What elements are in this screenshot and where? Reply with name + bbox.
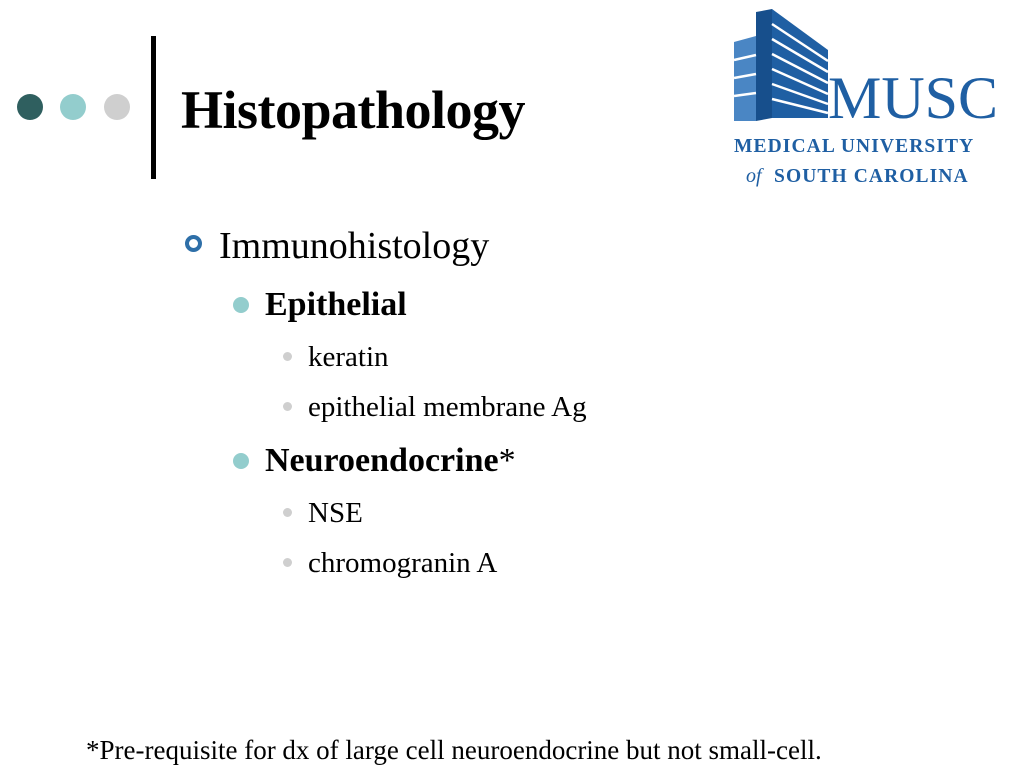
group-heading-text: Neuroendocrine	[265, 442, 499, 479]
title-divider	[151, 36, 156, 179]
logo-name: MUSC	[828, 65, 999, 131]
slide-title: Histopathology	[181, 80, 526, 140]
small-bullet-icon	[283, 402, 292, 411]
decor-dot-grey-icon	[104, 94, 130, 120]
musc-logo	[728, 8, 1024, 194]
small-bullet-icon	[283, 352, 292, 361]
round-bullet-icon	[233, 297, 249, 313]
logo-line-2-prefix: of	[746, 165, 762, 187]
logo-line-2: SOUTH CAROLINA	[774, 166, 969, 187]
logo-line-1: MEDICAL UNIVERSITY	[734, 136, 975, 157]
decor-dot-teal-icon	[60, 94, 86, 120]
building-icon	[734, 9, 828, 121]
footnote: *Pre-requisite for dx of large cell neuroendocrine but not small-cell.	[86, 735, 822, 765]
list-item: NSE	[308, 497, 363, 529]
small-bullet-icon	[283, 508, 292, 517]
bullet-immunohistology: Immunohistology	[219, 225, 490, 267]
list-item: keratin	[308, 341, 389, 373]
group-heading-epithelial	[265, 284, 407, 326]
decor-dot-dark-icon	[17, 94, 43, 120]
list-item: chromogranin A	[308, 547, 498, 579]
small-bullet-icon	[283, 558, 292, 567]
list-item: epithelial membrane Ag	[308, 391, 587, 423]
ring-bullet-icon	[184, 234, 203, 253]
group-heading-suffix: *	[498, 442, 516, 479]
group-heading-text: Epithelial	[265, 286, 407, 323]
group-heading-neuroendocrine	[265, 440, 516, 482]
round-bullet-icon	[233, 453, 249, 469]
